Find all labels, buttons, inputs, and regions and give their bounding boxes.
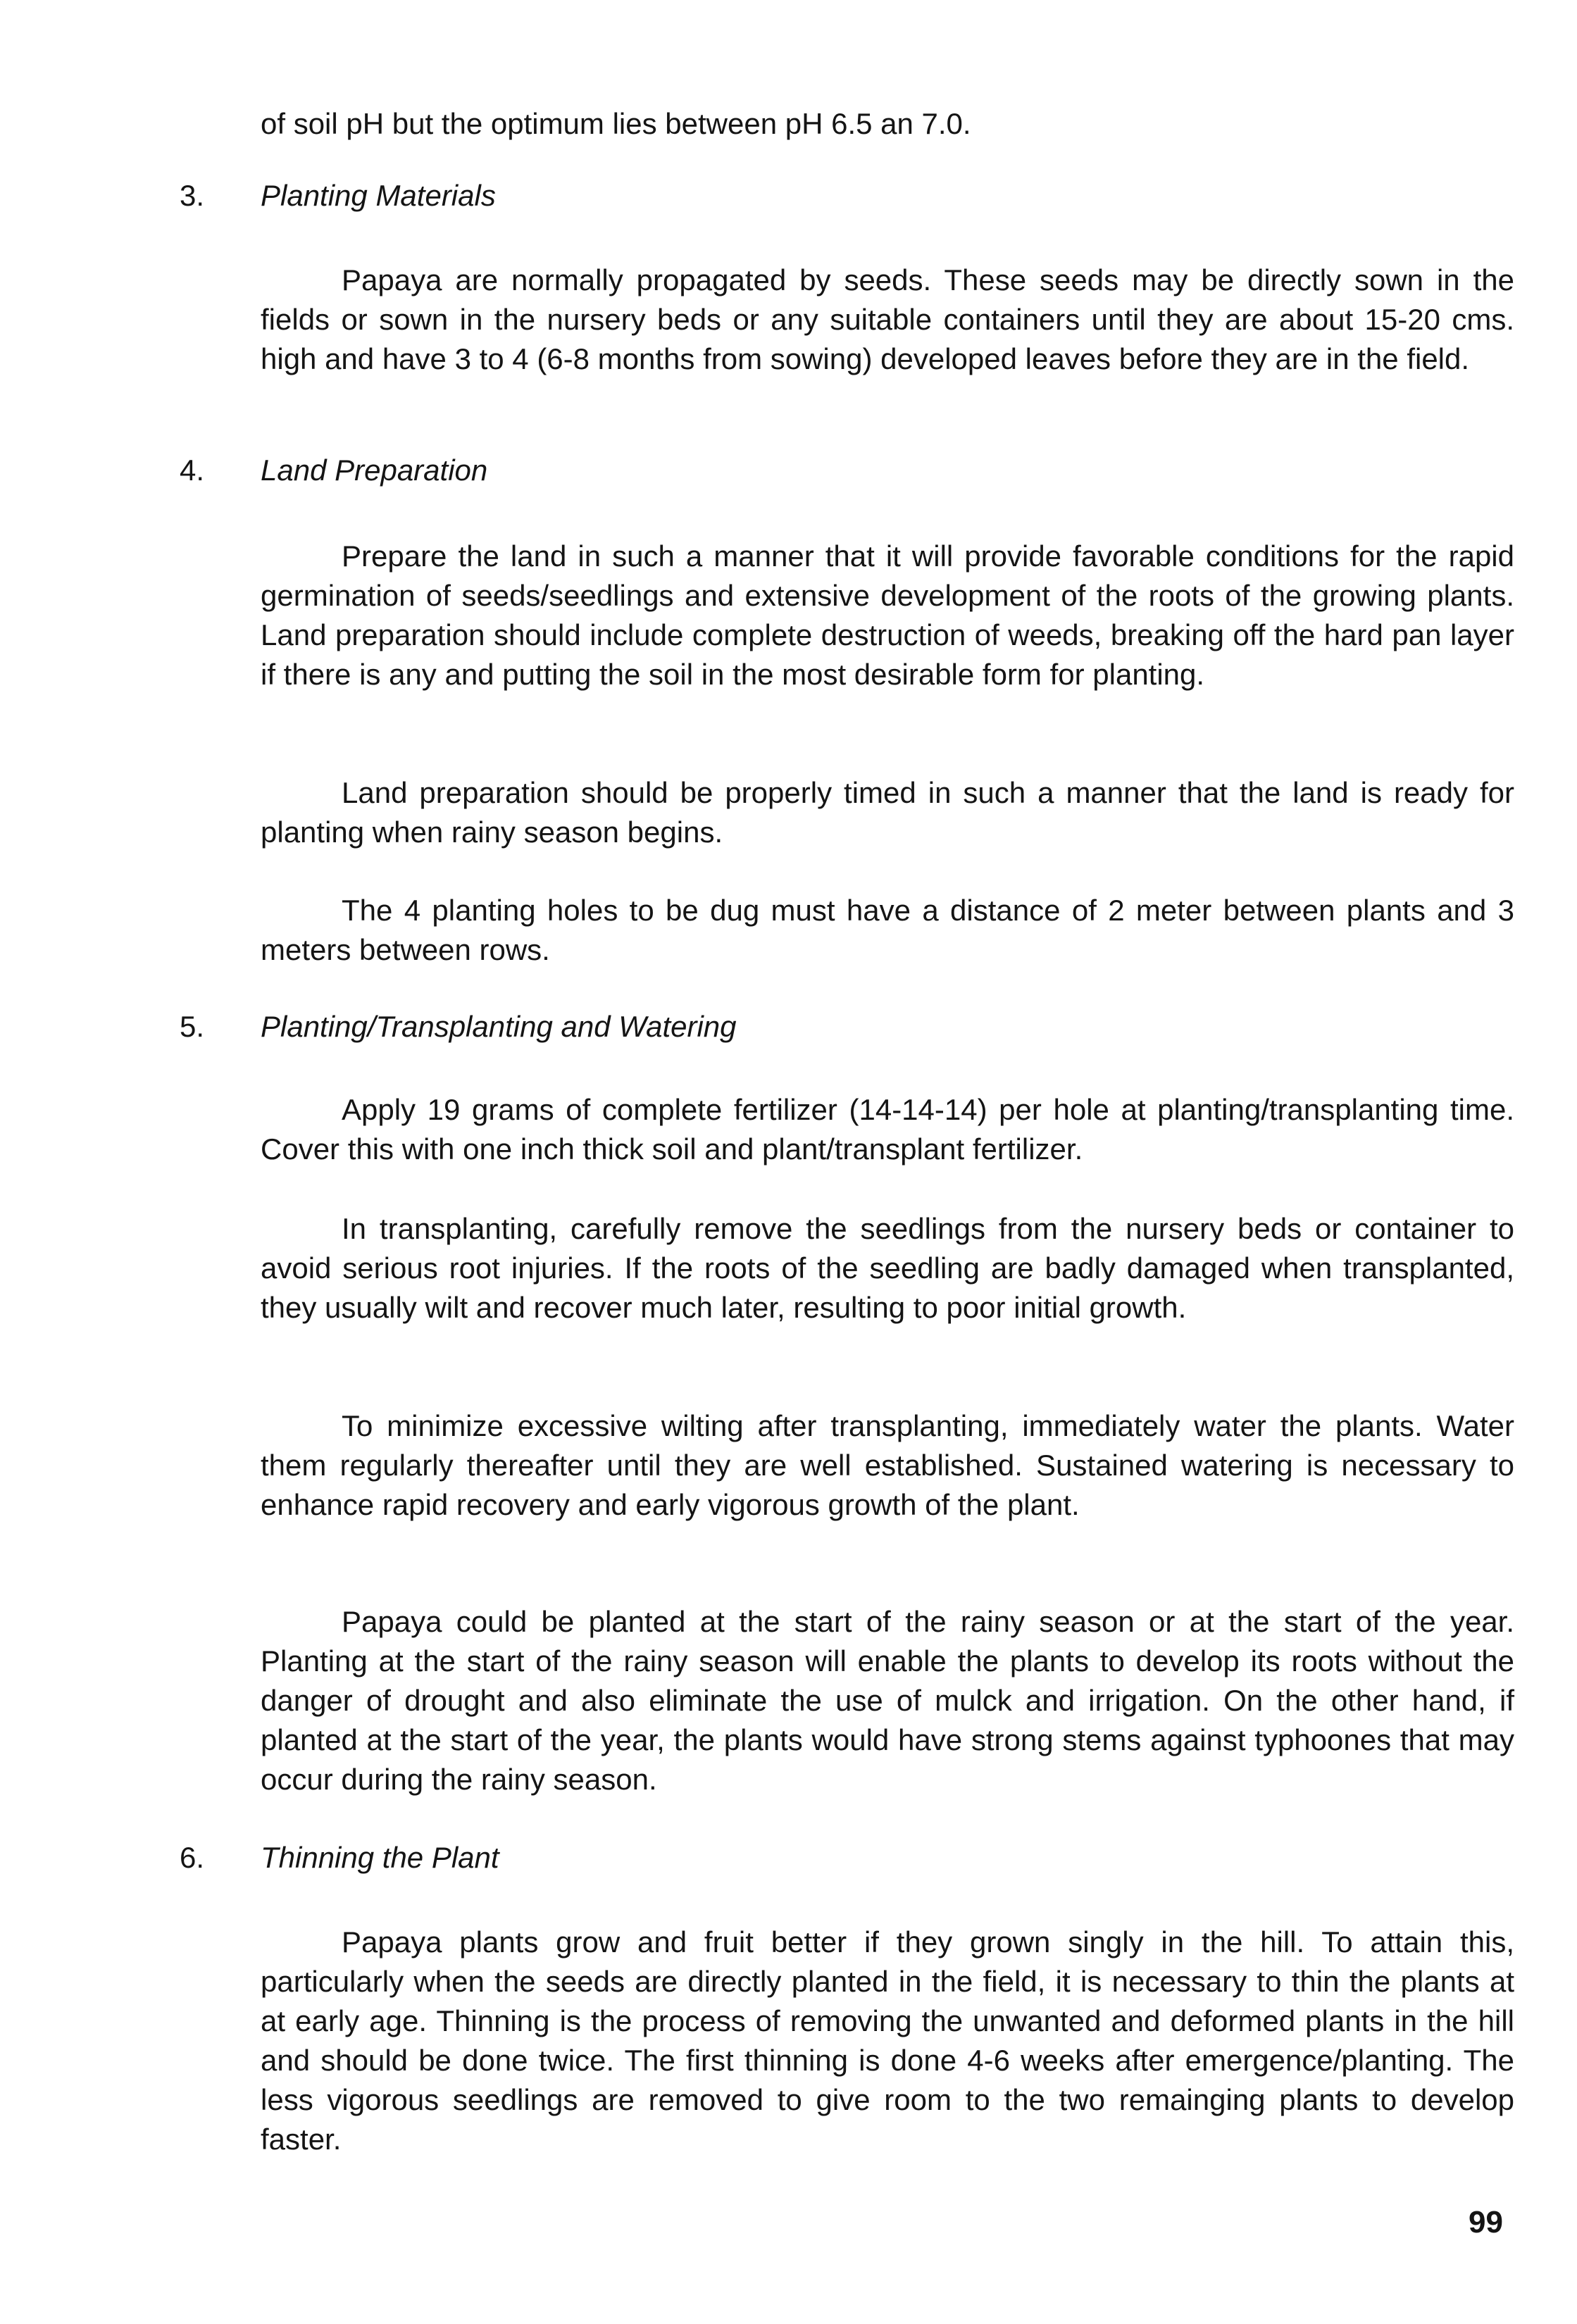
section-heading-planting-transplanting-watering — [0, 1007, 1577, 1047]
section-title: Planting/Transplanting and Watering — [261, 1010, 737, 1043]
paragraph: Prepare the land in such a manner that it will provide favorable conditions for the rapid germination of seeds/seedlings and extensive development of the roots of the growing plants. Land preparation should include complete destruction of weeds, breaking off the hard pan layer if there is any and putting the soil in the most desirable form for planting. — [261, 539, 1514, 691]
section-heading-land-preparation — [0, 451, 1577, 490]
paragraph: In transplanting, carefully remove the seedlings from the nursery beds or container to avoid serious root injuries. If the roots of the seedling are badly damaged when transplanted, they usually wilt and recover much later, resulting to poor initial growth. — [261, 1212, 1514, 1324]
section-number: 5. — [180, 1010, 205, 1043]
section-heading-planting-materials — [0, 176, 1577, 215]
paragraph: Papaya could be planted at the start of the rainy season or at the start of the year. Planting at the start of the rainy season will enable the plants to develop its roots without the danger of drought and also eliminate the use of mulck and irrigation. On the other hand, if planted at the start of the year, the plants would have strong stems against typhoones that may occur during the rainy season. — [261, 1605, 1514, 1796]
section-title: Land Preparation — [261, 454, 488, 487]
section-title: Thinning the Plant — [261, 1841, 499, 1874]
paragraph: Papaya are normally propagated by seeds. These seeds may be directly sown in the fields or sown in the nursery beds or any suitable containers until they are about 15-20 cms. high and have 3 to 4 (6-8 months from sowing) developed leaves before they are in the field. — [261, 263, 1514, 375]
paragraph: The 4 planting holes to be dug must have a distance of 2 meter between plants and 3 meters between rows. — [261, 894, 1514, 966]
paragraph: Apply 19 grams of complete fertilizer (14-14-14) per hole at planting/transplanting time. Cover this with one inch thick soil and plant/transplant fertilizer. — [261, 1093, 1514, 1166]
page-number: 99 — [1469, 2205, 1503, 2239]
paragraph: Papaya plants grow and fruit better if they grown singly in the hill. To attain this, particularly when the seeds are directly planted in the field, it is necessary to thin the plants at at early age. Thinning is the process of removing the unwanted and deformed plants in the hill and should be done twice. The first thinning is done 4-6 weeks after emergence/planting. The less vigorous seedlings are removed to give room to the two remainging plants to develop faster. — [261, 1925, 1514, 2156]
section-number: 4. — [180, 454, 205, 487]
paragraph: Land preparation should be properly timed in such a manner that the land is ready for planting when rainy season begins. — [261, 776, 1514, 849]
section-heading-thinning-the-plant — [0, 1838, 1577, 1878]
section-title: Planting Materials — [261, 179, 496, 212]
intro-line: of soil pH but the optimum lies between pH 6.5 an 7.0. — [261, 107, 971, 140]
section-number: 6. — [180, 1841, 205, 1874]
section-number: 3. — [180, 179, 205, 212]
paragraph: To minimize excessive wilting after transplanting, immediately water the plants. Water them regularly thereafter until they are well established. Sustained watering is necessary to enhance rapid recovery and early vigorous growth of the plant. — [261, 1409, 1514, 1521]
